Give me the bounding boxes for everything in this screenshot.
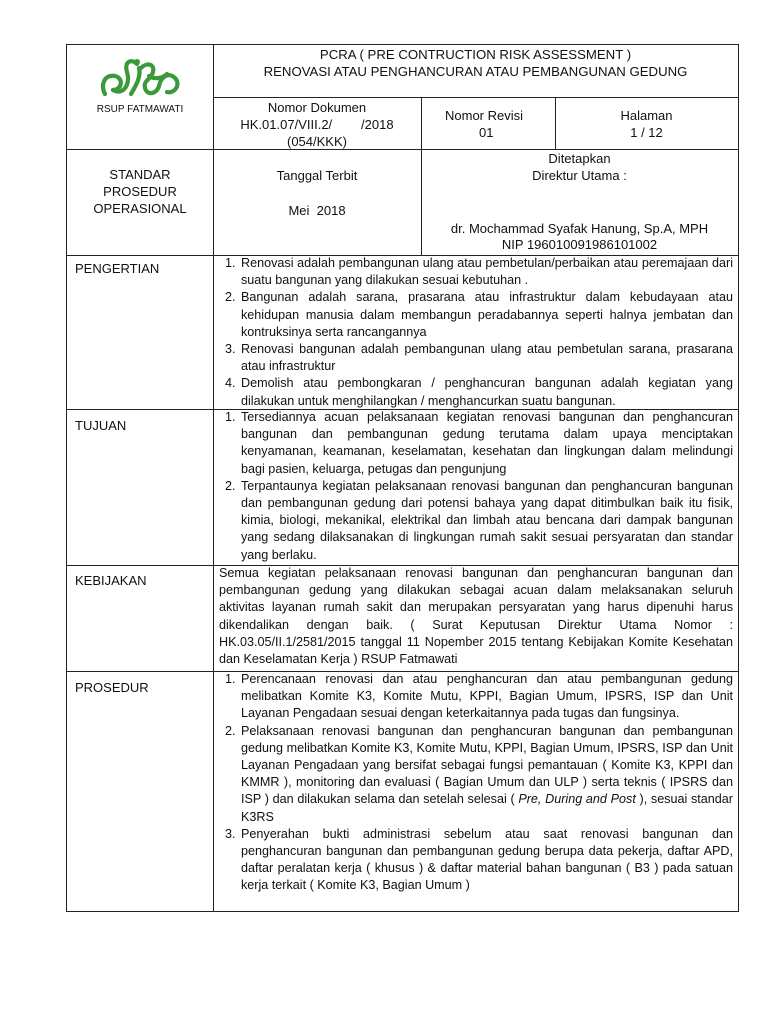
halaman-cell	[555, 97, 738, 141]
section-label-pengertian: PENGERTIAN	[75, 261, 160, 276]
list-item: 2. Bangunan adalah sarana, prasarana atau infrastruktur dalam kebudayaan atau kehidupan manusia dalam membangun peradabannya seperti halnya jembatan dan kontruksinya serta rancangannya	[225, 290, 733, 339]
sop-label-line-1: STANDAR	[109, 167, 171, 182]
pengertian-list	[215, 255, 733, 410]
halaman-value: 1 / 12	[630, 125, 663, 140]
prosedur-list	[215, 671, 733, 895]
list-item: 1. Renovasi adalah pembangunan ulang atau pembetulan/perbaikan atau peremajaan dari suatu bangunan yang dilakukan sesuai kebutuhan .	[225, 256, 733, 288]
ditetapkan-label: Ditetapkan	[548, 151, 611, 166]
nomor-revisi-label: Nomor Revisi	[445, 108, 524, 123]
nomor-dokumen-cell	[213, 97, 421, 150]
document-title-line-1: PCRA ( PRE CONTRUCTION RISK ASSESSMENT )	[319, 47, 632, 62]
list-item: 3. Penyerahan bukti administrasi sebelum atau saat renovasi bangunan dan penghancuran bangunan dan pembangunan gedung berupa data pekerja, daftar APD, daftar peralatan kerja ( khusus ) & daftar material bahan bangunan ( B3 ) pada satuan kerja terkait ( Komite K3, Bagian Umum )	[225, 826, 733, 893]
sop-label-line-2: PROSEDUR	[103, 184, 177, 199]
section-label-kebijakan: KEBIJAKAN	[75, 573, 147, 588]
sop-label	[67, 166, 213, 217]
list-item: 4. Demolish atau pembongkaran / penghancuran bangunan adalah kegiatan yang dilakukan untuk menghilangkan / menghancurkan suatu bangunan.	[225, 376, 733, 408]
direktur-nip: NIP 196010091986101002	[501, 237, 658, 252]
section-label-tujuan: TUJUAN	[75, 418, 127, 433]
list-item: 1. Perencanaan renovasi dan atau penghancuran dan atau pembangunan gedung melibatkan Komite K3, Komite Mutu, KPPI, Bagian Umum, IPSRS, ISP dan Unit Layanan Pengadaan sesuai dengan keterkaitannya pada tugas dan fungsinya.	[225, 672, 733, 721]
kebijakan-text: Semua kegiatan pelaksanaan renovasi bangunan dan penghancuran bangunan dan pembangunan gedung yang dilakukan sebagai acuan dalam melaksanakan seluruh aktivitas layanan rumah sakit dan merupakan persyaratan yang harus dipenuhi harus dikendalikan dengan baik. ( Surat Keputusan Direktur Utama Nomor : HK.03.05/II.1/2581/2015 tanggal 11 Nopember 2015 tentang Kebijakan Komite Kesehatan dan Keselamatan Kerja ) RSUP Fatmawati	[219, 566, 733, 667]
tanggal-terbit-value: Mei 2018	[288, 203, 346, 218]
nomor-dokumen-label: Nomor Dokumen	[267, 100, 367, 115]
direktur-label: Direktur Utama :	[532, 168, 627, 183]
list-item: 1. Tersediannya acuan pelaksanaan kegiatan renovasi bangunan dan penghancuran bangunan dan pembangunan gedung terutama dalam upaya menciptakan kenyamanan, keamanan, keselamatan, kesehatan dan lingkungan dalam melindungi bagi pasien, keluarga, petugas dan pengunjung	[225, 410, 733, 476]
nomor-dokumen-sub: (054/KKK)	[287, 134, 347, 149]
list-item: 2. Pelaksanaan renovasi bangunan dan penghancuran bangunan dan pembangunan gedung melibatkan Komite K3, Komite Mutu, KPPI, Bagian Umum, IPSRS, ISP dan Unit Layanan Pengadaan yang bersifat sebagai fungsi pemantauan ( Komite K3, KPPI dan KMMR ), monitoring dan evaluasi ( Bagian Umum dan ULP ) serta teknis ( IPSRS dan ISP ) dan dilakukan selama dan setelah selesai ( Pre, During and Post ), sesuai standar K3RS	[225, 723, 734, 824]
tujuan-list	[215, 409, 733, 564]
halaman-label: Halaman	[620, 108, 673, 123]
list-item: 3. Renovasi bangunan adalah pembangunan ulang atau pembetulan sarana, prasarana atau infrastruktur	[225, 342, 733, 374]
sop-label-line-3: OPERASIONAL	[93, 201, 187, 216]
nomor-dokumen-value: HK.01.07/VIII.2/ /2018	[240, 117, 394, 132]
hospital-name: RSUP FATMAWATI	[96, 104, 184, 115]
nomor-revisi-cell	[421, 97, 555, 141]
hospital-logo-cell	[67, 45, 213, 149]
hospital-logo-icon	[97, 54, 183, 104]
nomor-revisi-value: 01	[479, 125, 494, 140]
direktur-name: dr. Mochammad Syafak Hanung, Sp.A, MPH	[450, 221, 709, 236]
sop-document	[66, 44, 739, 912]
tanggal-terbit-label: Tanggal Terbit	[276, 168, 358, 183]
list-item: 2. Terpantaunya kegiatan pelaksanaan renovasi bangunan dan penghancuran bangunan dan pembangunan gedung dari potensi bahaya yang dapat ditimbulkan baik itu fisik, kimia, biologi, mekanikal, elektrikal dan limbah atau bencana dari dampak bangunan yang sedang dilaksanakan di lingkungan rumah sakit sesuai persyaratan dan standar yang berlaku.	[225, 478, 733, 562]
document-title-line-2: RENOVASI ATAU PENGHANCURAN ATAU PEMBANGUNAN GEDUNG	[263, 64, 688, 79]
section-label-prosedur: PROSEDUR	[75, 680, 149, 695]
